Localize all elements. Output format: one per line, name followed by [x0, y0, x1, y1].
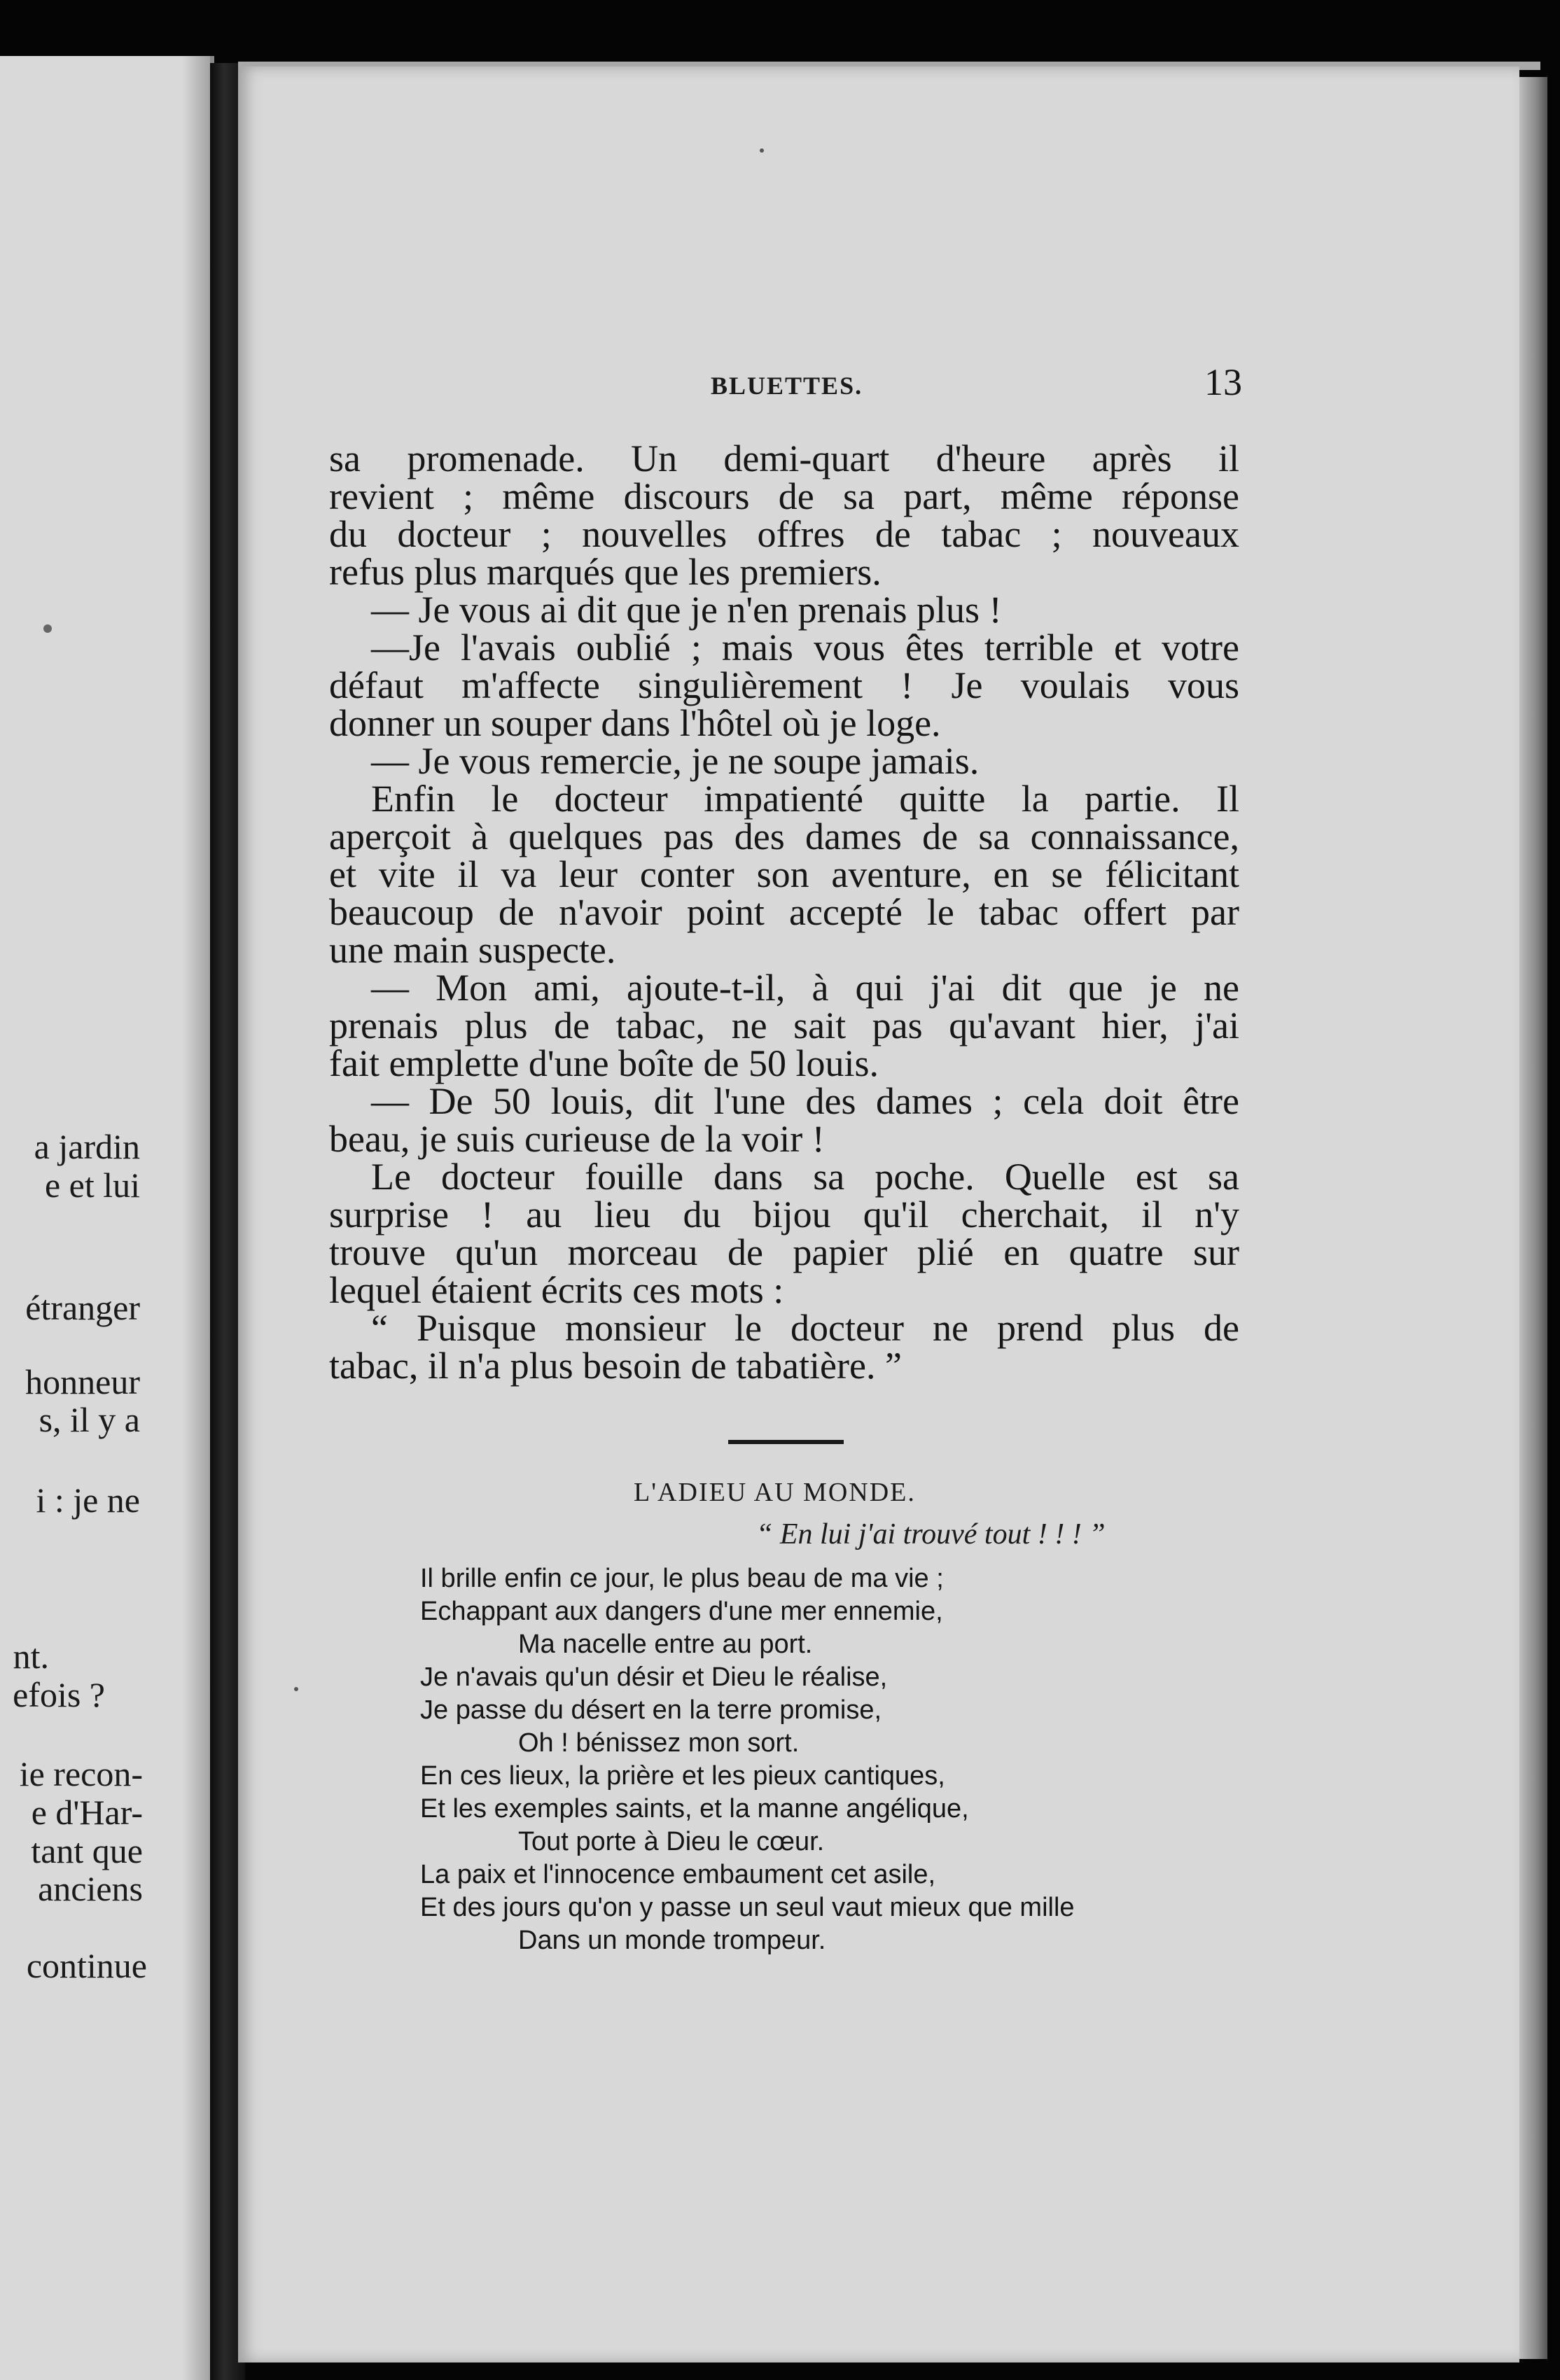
text-line: défaut m'affecte singulièrement ! Je voulais vous: [329, 664, 1239, 706]
text-line: beaucoup de n'avoir point accepté le tabac offert par: [329, 891, 1239, 933]
page-stack-edge: [1519, 77, 1547, 2359]
text-line: —Je l'avais oublié ; mais vous êtes terrible et votre: [371, 626, 1239, 668]
poem-verses: [420, 1562, 1246, 1957]
text-line: — Je vous ai dit que je n'en prenais plus !: [371, 589, 1002, 631]
text-line: “ Puisque monsieur le docteur ne prend plus de: [371, 1307, 1239, 1349]
text-line: revient ; même discours de sa part, même réponse: [329, 475, 1239, 517]
verse-line: Tout porte à Dieu le cœur.: [518, 1827, 825, 1856]
text-line: — De 50 louis, dit l'une des dames ; cela doit être: [371, 1080, 1239, 1122]
text-line: surprise ! au lieu du bijou qu'il cherchait, il n'y: [329, 1194, 1239, 1236]
verse-line: Et les exemples saints, et la manne angélique,: [420, 1794, 969, 1823]
text-line: refus plus marqués que les premiers.: [329, 551, 882, 593]
left-page-line: honneur: [25, 1362, 140, 1401]
text-line: — Je vous remercie, je ne soupe jamais.: [371, 740, 980, 782]
text-line: aperçoit à quelques pas des dames de sa connaissance,: [329, 816, 1239, 858]
ink-speck: [294, 1687, 298, 1691]
left-page-line: tant que: [31, 1831, 143, 1870]
text-line: et vite il va leur conter son aventure, en se félicitant: [329, 853, 1239, 895]
left-page-line: ie recon-: [19, 1754, 143, 1793]
left-page-line: i : je ne: [36, 1480, 140, 1520]
left-page-line: étranger: [25, 1288, 140, 1327]
text-line: trouve qu'un morceau de papier plié en quatre sur: [329, 1231, 1239, 1273]
body-text: [329, 440, 1239, 1385]
page-number: 13: [1204, 361, 1242, 403]
verse-line: Oh ! bénissez mon sort.: [518, 1728, 800, 1758]
verse-line: Dans un monde trompeur.: [518, 1926, 826, 1955]
text-line: donner un souper dans l'hôtel où je loge.: [329, 702, 941, 744]
poem-epigraph: “ En lui j'ai trouvé tout ! ! ! ”: [756, 1518, 1106, 1550]
text-line: tabac, il n'a plus besoin de tabatière. ”: [329, 1345, 902, 1387]
poem-title: L'ADIEU AU MONDE.: [634, 1478, 916, 1507]
verse-line: Echappant aux dangers d'une mer ennemie,: [420, 1597, 943, 1626]
verse-line: Ma nacelle entre au port.: [518, 1630, 813, 1659]
left-page-line: e d'Har-: [31, 1793, 143, 1832]
text-line: prenais plus de tabac, ne sait pas qu'avant hier, j'ai: [329, 1004, 1239, 1046]
left-page-line: s, il y a: [39, 1400, 140, 1439]
verse-line: Je passe du désert en la terre promise,: [420, 1695, 882, 1725]
verse-line: La paix et l'innocence embaument cet asile,: [420, 1860, 936, 1889]
ink-speck: [43, 624, 52, 633]
verse-line: Je n'avais qu'un désir et Dieu le réalise,: [420, 1662, 888, 1692]
text-line: — Mon ami, ajoute-t-il, à qui j'ai dit que je ne: [371, 967, 1239, 1009]
gutter-shadow: [182, 56, 210, 2380]
left-page-line: efois ?: [13, 1675, 105, 1714]
text-line: sa promenade. Un demi-quart d'heure après il: [329, 438, 1239, 479]
text-line: Le docteur fouille dans sa poche. Quelle est sa: [371, 1156, 1239, 1198]
verse-line: En ces lieux, la prière et les pieux cantiques,: [420, 1761, 945, 1791]
text-line: une main suspecte.: [329, 929, 616, 971]
text-line: Enfin le docteur impatienté quitte la partie. Il: [371, 778, 1239, 820]
left-page-line: a jardin: [34, 1127, 140, 1166]
left-page-line: anciens: [38, 1869, 143, 1908]
verse-line: Et des jours qu'on y passe un seul vaut mieux que mille: [420, 1893, 1075, 1922]
section-divider: [728, 1440, 844, 1444]
text-line: beau, je suis curieuse de la voir !: [329, 1118, 825, 1160]
left-facing-page: [0, 56, 214, 2380]
verse-line: Il brille enfin ce jour, le plus beau de ma vie ;: [420, 1564, 944, 1593]
left-page-line: continue: [26, 1946, 147, 1985]
text-line: lequel étaient écrits ces mots :: [329, 1269, 784, 1311]
text-line: fait emplette d'une boîte de 50 louis.: [329, 1042, 879, 1084]
left-page-line: e et lui: [44, 1166, 140, 1205]
ink-speck: [760, 148, 764, 153]
text-line: du docteur ; nouvelles offres de tabac ; nouveaux: [329, 513, 1239, 555]
running-head: BLUETTES.: [711, 372, 863, 400]
left-page-line: nt.: [13, 1637, 49, 1676]
